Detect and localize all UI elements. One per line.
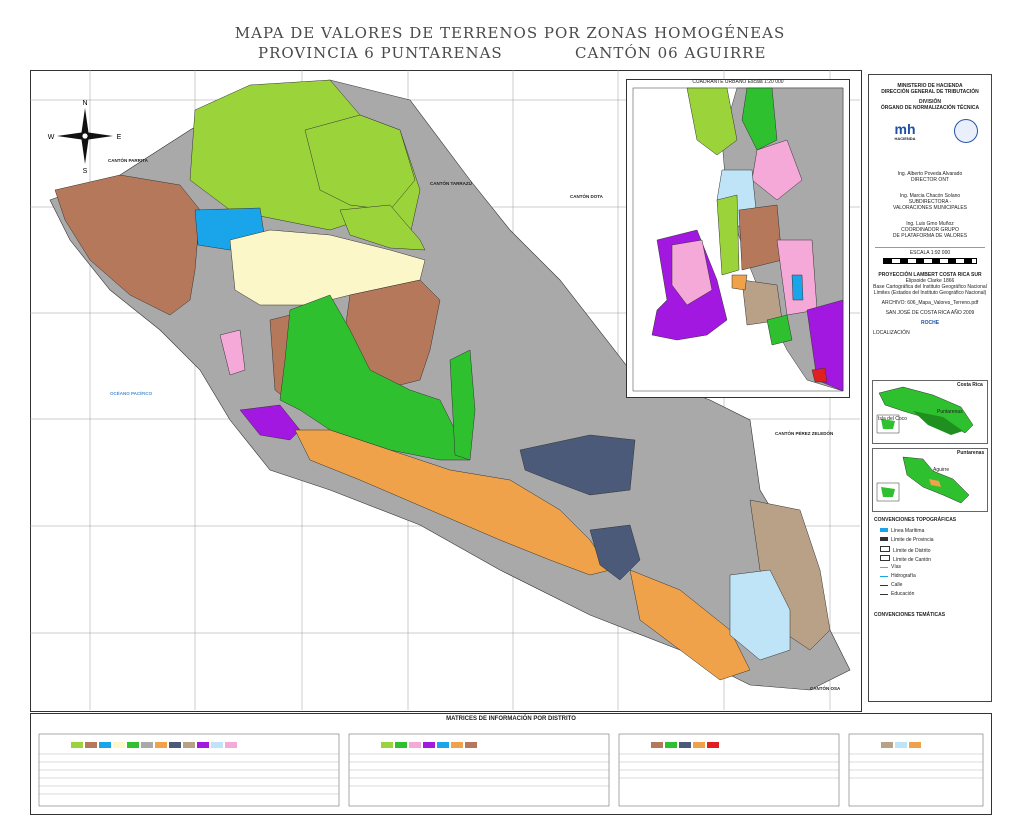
- scale-bar: [883, 258, 977, 264]
- person1-role: DIRECTOR ONT: [911, 177, 949, 183]
- conv-tem-heading: CONVENCIONES TEMÁTICAS: [874, 612, 946, 618]
- conv-item: Educación: [880, 591, 980, 600]
- inset-map: [627, 80, 849, 397]
- hacienda-logo: mh HACIENDA: [894, 120, 916, 141]
- conv-item: Límite de Cantón: [880, 555, 980, 564]
- base-label: Base Cartográfica del Instituto Geográfico Nacional: [873, 284, 987, 290]
- map-title: MAPA DE VALORES DE TERRENOS POR ZONAS HOMOGÉNEAS: [234, 24, 786, 42]
- scale-label: ESCALA: [909, 250, 930, 256]
- scale-value: 1:92 000: [930, 250, 951, 256]
- matrix-title: MATRICES DE INFORMACIÓN POR DISTRITO: [446, 716, 576, 722]
- district-matrix: [30, 713, 992, 815]
- compass-s-label: S: [82, 168, 88, 175]
- conv-item: Vías: [880, 564, 980, 573]
- urban-inset[interactable]: [626, 79, 850, 398]
- label-canton-tarrazu: CANTÓN TARRAZÚ: [430, 181, 472, 186]
- compass-n-label: N: [82, 100, 88, 107]
- matrix-tables: [31, 714, 991, 814]
- person1-name: Ing. Alberto Poveda Alvarado: [897, 171, 963, 177]
- localization-heading: LOCALIZACIÓN: [873, 330, 910, 336]
- archive-label: ARCHIVO: 606_Mapa_Valores_Terreno.pdf: [881, 300, 979, 306]
- ellipsoid-label: Elipsoide Clarke 1866: [905, 278, 955, 284]
- matrix-table-3: [619, 734, 839, 806]
- person2-name: Ing. Marcia Chacón Solano: [899, 193, 961, 199]
- conv-item: Límite de Distrito: [880, 546, 980, 555]
- scale-block: [875, 247, 985, 264]
- inset-title: CUADRANTE URBANO Escala 1:20 000: [692, 79, 784, 85]
- person2-role2: VALORACIONES MUNICIPALES: [893, 205, 967, 211]
- loc-cr-label: Costa Rica: [957, 382, 983, 388]
- matrix-table-2: [349, 734, 609, 806]
- organ-label: ÓRGANO DE NORMALIZACIÓN TÉCNICA: [880, 105, 980, 111]
- matrix-table-4: [849, 734, 983, 806]
- conv-item: Límite de Provincia: [880, 537, 980, 546]
- label-canton-dota: CANTÓN DOTA: [570, 194, 603, 199]
- ministry-label: MINISTERIO DE HACIENDA: [897, 83, 963, 89]
- loc-punt-label: Puntarenas: [937, 409, 963, 415]
- matrix-table-1: [39, 734, 339, 806]
- division-label: DIVISIÓN: [919, 99, 941, 105]
- conv-item: Calle: [880, 582, 980, 591]
- conv-item: Línea Marítima: [880, 528, 980, 537]
- conv-topo-heading: CONVENCIONES TOPOGRÁFICAS: [874, 517, 957, 523]
- direction-label: DIRECCIÓN GENERAL DE TRIBUTACIÓN: [881, 89, 979, 95]
- seal-icon: [954, 119, 978, 143]
- limits-label: Límites (Estados del Instituto Geográfico Nacional): [873, 290, 987, 296]
- person3-role2: DE PLATAFORMA DE VALORES: [892, 233, 968, 239]
- location-map-costarica: [872, 380, 988, 444]
- compass-w-label: W: [47, 134, 55, 141]
- loc-punt2-label: Puntarenas: [957, 450, 985, 456]
- label-canton-perez: CANTÓN PÉREZ ZELEDÓN: [775, 431, 834, 436]
- location-map-puntarenas: [872, 448, 988, 512]
- compass-rose: [48, 100, 122, 175]
- projection-label: PROYECCIÓN LAMBERT COSTA RICA SUR: [878, 272, 982, 278]
- person3-name: Ing. Luis Gmo Muñoz: [906, 221, 954, 227]
- logo-row: [869, 117, 991, 145]
- province-subtitle: PROVINCIA 6 PUNTARENAS: [258, 44, 503, 62]
- person2-role1: SUBDIRECTORA -: [908, 199, 952, 205]
- person3-role1: COORDINADOR GRUPO: [901, 227, 959, 233]
- loc-isla-label: Isla del Coco: [878, 416, 907, 422]
- conv-item: Hidrografía: [880, 573, 980, 582]
- place-year-label: SAN JOSÉ DE COSTA RICA AÑO 2009: [885, 310, 975, 316]
- costa-rica-shape: [873, 381, 987, 443]
- label-canton-osa: CANTÓN OSA: [810, 686, 841, 691]
- roche-logo: ROCHE: [920, 320, 940, 326]
- compass-e-label: E: [116, 134, 122, 141]
- conv-topo-list: [880, 528, 980, 600]
- label-oceano: OCÉANO PACÍFICO: [110, 391, 153, 396]
- loc-aguirre-label: Aguirre: [933, 467, 950, 473]
- puntarenas-shape: [873, 449, 987, 511]
- canton-subtitle: CANTÓN 06 AGUIRRE: [575, 44, 767, 62]
- label-canton-parrita: CANTÓN PARRITA: [108, 158, 148, 163]
